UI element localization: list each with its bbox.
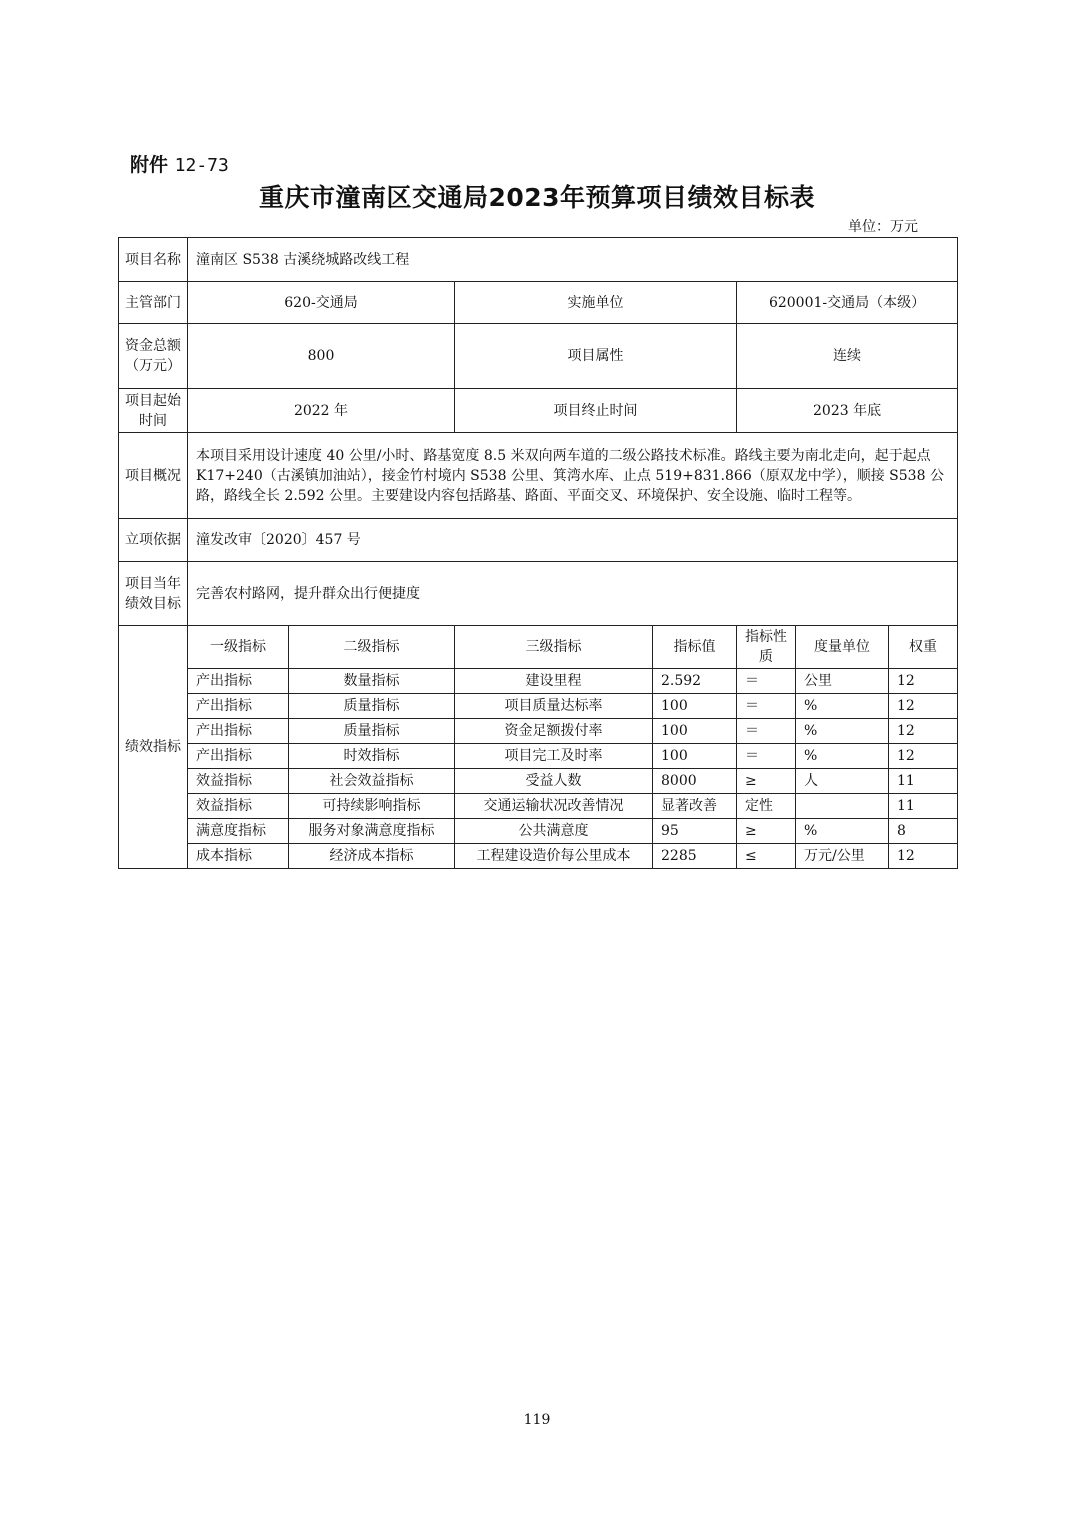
cell-level3: 受益人数 <box>455 769 653 794</box>
cell-level2: 可持续影响指标 <box>289 794 455 819</box>
cell-level3: 项目质量达标率 <box>455 694 653 719</box>
cell-unit: % <box>796 744 889 769</box>
cell-level1: 产出指标 <box>188 719 289 744</box>
cell-weight: 12 <box>889 719 958 744</box>
cell-value: 2285 <box>653 844 737 869</box>
end-label: 项目终止时间 <box>455 389 737 433</box>
table-row <box>119 844 958 869</box>
unit-label: 单位：万元 <box>848 219 918 235</box>
page-number: 119 <box>523 1412 551 1428</box>
start-value: 2022 年 <box>188 389 455 433</box>
cell-level1: 效益指标 <box>188 769 289 794</box>
header-nature: 指标性质 <box>737 626 796 669</box>
header-level1: 一级指标 <box>188 626 289 669</box>
cell-value: 100 <box>653 694 737 719</box>
table-row <box>119 694 958 719</box>
cell-weight: 12 <box>889 694 958 719</box>
row-fund <box>119 324 958 389</box>
cell-weight: 11 <box>889 794 958 819</box>
cell-nature: ≥ <box>737 819 796 844</box>
cell-nature: ≥ <box>737 769 796 794</box>
table-row <box>119 744 958 769</box>
cell-level2: 服务对象满意度指标 <box>289 819 455 844</box>
cell-level2: 社会效益指标 <box>289 769 455 794</box>
cell-nature: ＝ <box>737 744 796 769</box>
dept-value: 620-交通局 <box>188 282 455 324</box>
end-value: 2023 年底 <box>737 389 958 433</box>
table-row <box>119 669 958 694</box>
cell-level3: 公共满意度 <box>455 819 653 844</box>
cell-level1: 产出指标 <box>188 669 289 694</box>
cell-unit: 万元/公里 <box>796 844 889 869</box>
project-name-label: 项目名称 <box>119 238 188 282</box>
cell-level1: 成本指标 <box>188 844 289 869</box>
attachment-number: 12-73 <box>174 155 229 176</box>
cell-nature: ＝ <box>737 669 796 694</box>
project-name-value: 潼南区 S538 古溪绕城路改线工程 <box>188 238 958 282</box>
start-label: 项目起始时间 <box>119 389 188 433</box>
cell-unit: 公里 <box>796 669 889 694</box>
attr-label: 项目属性 <box>455 324 737 389</box>
cell-weight: 11 <box>889 769 958 794</box>
cell-nature: ＝ <box>737 694 796 719</box>
header-weight: 权重 <box>889 626 958 669</box>
goal-label: 项目当年绩效目标 <box>119 562 188 626</box>
cell-value: 95 <box>653 819 737 844</box>
table-row <box>119 719 958 744</box>
fund-label: 资金总额（万元） <box>119 324 188 389</box>
cell-value: 2.592 <box>653 669 737 694</box>
attachment-label <box>130 150 229 177</box>
cell-level2: 质量指标 <box>289 694 455 719</box>
cell-level1: 产出指标 <box>188 744 289 769</box>
cell-level2: 质量指标 <box>289 719 455 744</box>
attr-value: 连续 <box>737 324 958 389</box>
cell-unit: % <box>796 694 889 719</box>
cell-level2: 时效指标 <box>289 744 455 769</box>
basis-value: 潼发改审〔2020〕457 号 <box>188 519 958 562</box>
cell-value: 100 <box>653 744 737 769</box>
cell-level3: 工程建设造价每公里成本 <box>455 844 653 869</box>
attachment-prefix: 附件 <box>130 154 169 176</box>
row-time <box>119 389 958 433</box>
cell-weight: 12 <box>889 669 958 694</box>
header-unit: 度量单位 <box>796 626 889 669</box>
table-row <box>119 794 958 819</box>
cell-nature: ＝ <box>737 719 796 744</box>
goal-value: 完善农村路网，提升群众出行便捷度 <box>188 562 958 626</box>
cell-weight: 12 <box>889 744 958 769</box>
cell-unit: 人 <box>796 769 889 794</box>
cell-value: 100 <box>653 719 737 744</box>
cell-level3: 建设里程 <box>455 669 653 694</box>
table-row <box>119 819 958 844</box>
cell-level2: 经济成本指标 <box>289 844 455 869</box>
fund-value: 800 <box>188 324 455 389</box>
basis-label: 立项依据 <box>119 519 188 562</box>
cell-unit: % <box>796 719 889 744</box>
cell-weight: 8 <box>889 819 958 844</box>
table-row <box>119 769 958 794</box>
overview-value: 本项目采用设计速度 40 公里/小时、路基宽度 8.5 米双向两车道的二级公路技术标准。路线主要为南北走向，起于起点 K17+240（古溪镇加油站），接金竹村境内 S538 公里、箕湾水库、止点 519+831.866（原双龙中学），顺接 S538 公路，路线全长 2.592 公里。主要建设内容包括路基、路面、平面交叉、环境保护、安全设施、临时工程等。 <box>188 433 958 519</box>
impl-label: 实施单位 <box>455 282 737 324</box>
header-level3: 三级指标 <box>455 626 653 669</box>
cell-value: 显著改善 <box>653 794 737 819</box>
row-goal <box>119 562 958 626</box>
row-project-name <box>119 238 958 282</box>
cell-nature: 定性 <box>737 794 796 819</box>
page-title: 重庆市潼南区交通局2023年预算项目绩效目标表 <box>258 183 816 212</box>
impl-value: 620001-交通局（本级） <box>737 282 958 324</box>
cell-weight: 12 <box>889 844 958 869</box>
header-value: 指标值 <box>653 626 737 669</box>
cell-level3: 交通运输状况改善情况 <box>455 794 653 819</box>
cell-level3: 项目完工及时率 <box>455 744 653 769</box>
header-level2: 二级指标 <box>289 626 455 669</box>
performance-table <box>118 237 958 869</box>
cell-level2: 数量指标 <box>289 669 455 694</box>
row-overview <box>119 433 958 519</box>
cell-value: 8000 <box>653 769 737 794</box>
row-department <box>119 282 958 324</box>
cell-level3: 资金足额拨付率 <box>455 719 653 744</box>
cell-level1: 产出指标 <box>188 694 289 719</box>
cell-level1: 效益指标 <box>188 794 289 819</box>
cell-nature: ≤ <box>737 844 796 869</box>
cell-unit <box>796 794 889 819</box>
indicator-header-row <box>119 626 958 669</box>
dept-label: 主管部门 <box>119 282 188 324</box>
indicators-label: 绩效指标 <box>119 626 188 869</box>
cell-level1: 满意度指标 <box>188 819 289 844</box>
overview-label: 项目概况 <box>119 433 188 519</box>
cell-unit: % <box>796 819 889 844</box>
row-basis <box>119 519 958 562</box>
